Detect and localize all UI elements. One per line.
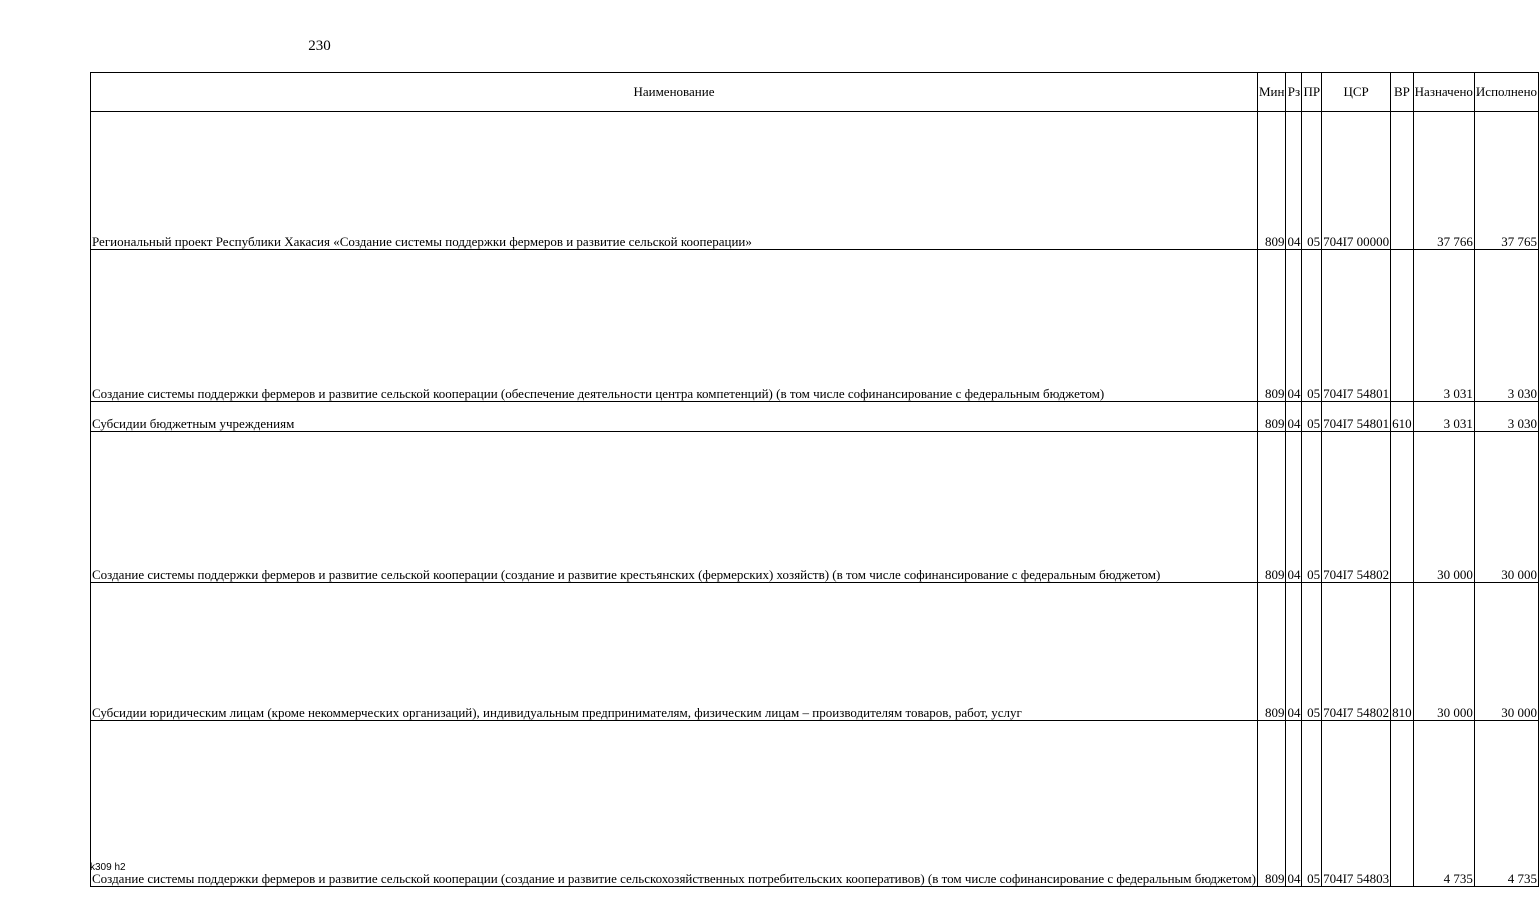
row-min: 809 (1257, 583, 1285, 721)
table-row (91, 583, 1539, 721)
row-executed: 37 765 (1474, 112, 1538, 250)
row-assigned: 30 000 (1413, 432, 1474, 583)
row-name: Субсидии юридическим лицам (кроме некоммерческих организаций), индивидуальным предпринимателям, физическим лицам – производителям товаров, работ, услуг (91, 583, 1258, 721)
header-executed: Исполнено (1474, 73, 1538, 112)
row-pr: 05 (1302, 432, 1322, 583)
table-row (91, 721, 1539, 887)
row-pr: 05 (1302, 721, 1322, 887)
table-row (91, 402, 1539, 432)
header-row (91, 73, 1539, 112)
header-assigned: Назначено (1413, 73, 1474, 112)
row-name: Создание системы поддержки фермеров и развитие сельской кооперации (создание и развитие крестьянских (фермерских) хозяйств) (в том числе софинансирование с федеральным бюджетом) (91, 432, 1258, 583)
row-name: Субсидии бюджетным учреждениям (91, 402, 1258, 432)
row-vr (1391, 432, 1414, 583)
header-name: Наименование (91, 73, 1258, 112)
table-row (91, 250, 1539, 402)
row-name: Региональный проект Республики Хакасия «Создание системы поддержки фермеров и развитие сельской кооперации» (91, 112, 1258, 250)
row-executed: 30 000 (1474, 583, 1538, 721)
row-pr: 05 (1302, 402, 1322, 432)
header-rz: Рз (1286, 73, 1302, 112)
row-assigned: 4 735 (1413, 721, 1474, 887)
header-vr: ВР (1391, 73, 1414, 112)
row-csr: 704I7 54802 (1322, 583, 1391, 721)
row-executed: 30 000 (1474, 432, 1538, 583)
row-rz: 04 (1286, 583, 1302, 721)
row-rz: 04 (1286, 721, 1302, 887)
footer-code: k309 h2 (90, 862, 126, 873)
row-executed: 4 735 (1474, 721, 1538, 887)
header-csr: ЦСР (1322, 73, 1391, 112)
row-csr: 704I7 54801 (1322, 250, 1391, 402)
row-min: 809 (1257, 250, 1285, 402)
row-rz: 04 (1286, 250, 1302, 402)
row-pr: 05 (1302, 583, 1322, 721)
row-csr: 704I7 54803 (1322, 721, 1391, 887)
row-min: 809 (1257, 721, 1285, 887)
table-row (91, 112, 1539, 250)
row-vr (1391, 721, 1414, 887)
row-min: 809 (1257, 402, 1285, 432)
row-name: Создание системы поддержки фермеров и развитие сельской кооперации (создание и развитие сельскохозяйственных потребительских кооперативов) (в том числе софинансирование с федеральным бюджетом) (91, 721, 1258, 887)
budget-table (90, 72, 1539, 887)
row-executed: 3 030 (1474, 250, 1538, 402)
row-assigned: 30 000 (1413, 583, 1474, 721)
row-pr: 05 (1302, 250, 1322, 402)
row-assigned: 3 031 (1413, 402, 1474, 432)
row-name: Создание системы поддержки фермеров и развитие сельской кооперации (обеспечение деятельности центра компетенций) (в том числе софинансирование с федеральным бюджетом) (91, 250, 1258, 402)
row-executed: 3 030 (1474, 402, 1538, 432)
row-min: 809 (1257, 432, 1285, 583)
row-min: 809 (1257, 112, 1285, 250)
row-pr: 05 (1302, 112, 1322, 250)
page-number: 230 (308, 38, 331, 54)
row-csr: 704I7 54801 (1322, 402, 1391, 432)
table-row (91, 432, 1539, 583)
row-vr: 610 (1391, 402, 1414, 432)
row-vr (1391, 112, 1414, 250)
header-pr: ПР (1302, 73, 1322, 112)
row-csr: 704I7 00000 (1322, 112, 1391, 250)
row-vr: 810 (1391, 583, 1414, 721)
row-assigned: 37 766 (1413, 112, 1474, 250)
row-rz: 04 (1286, 432, 1302, 583)
row-rz: 04 (1286, 112, 1302, 250)
row-rz: 04 (1286, 402, 1302, 432)
row-csr: 704I7 54802 (1322, 432, 1391, 583)
row-vr (1391, 250, 1414, 402)
header-min: Мин (1257, 73, 1285, 112)
row-assigned: 3 031 (1413, 250, 1474, 402)
